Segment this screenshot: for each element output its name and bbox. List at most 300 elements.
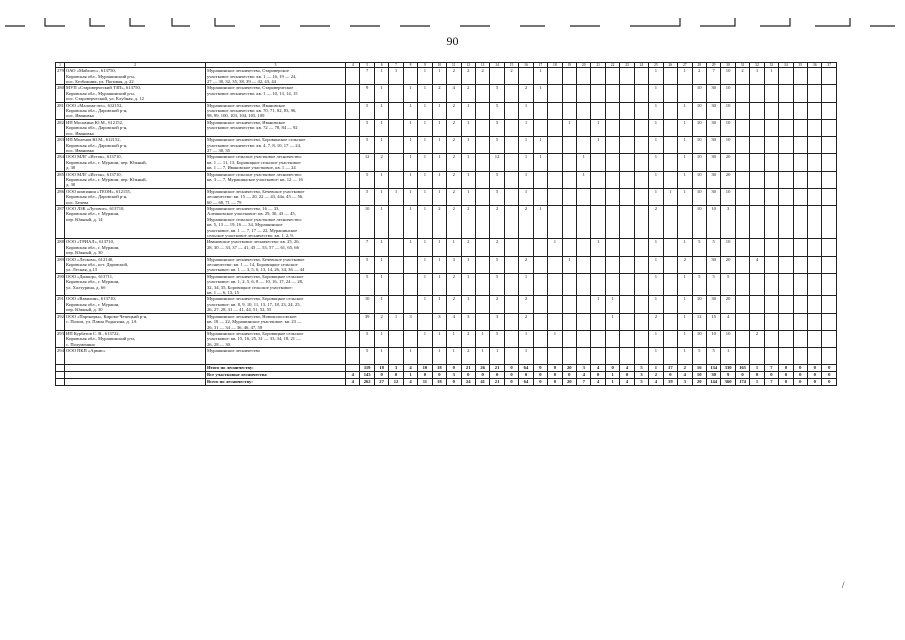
value-cell: 1: [591, 239, 605, 256]
totals-value: 0: [447, 379, 461, 386]
column-number: 35: [793, 63, 807, 68]
value-cell: [663, 256, 677, 273]
totals-value: 0: [519, 372, 533, 379]
value-cell: [548, 256, 562, 273]
totals-value: 5: [634, 365, 648, 372]
value-cell: [389, 348, 403, 365]
location-cell: [206, 330, 346, 347]
value-cell: 1: [519, 171, 533, 188]
value-cell: 5: [490, 137, 504, 154]
value-cell: [750, 85, 764, 102]
value-cell: [346, 154, 360, 171]
totals-label: Все участковые лесничества: [206, 372, 346, 379]
value-cell: [403, 330, 417, 347]
organization-line: пер. Южный, д. 30: [66, 250, 103, 256]
totals-value: 4: [678, 372, 692, 379]
value-cell: 1: [461, 273, 475, 296]
organization-cell: [65, 154, 206, 171]
column-number: 14: [490, 63, 504, 68]
value-cell: [779, 137, 793, 154]
value-cell: [735, 205, 749, 238]
value-cell: 10: [692, 188, 706, 205]
value-cell: 10: [692, 330, 706, 347]
value-cell: [620, 119, 634, 136]
value-cell: 5: [721, 273, 735, 296]
value-cell: 5: [706, 239, 720, 256]
column-number: 34: [779, 63, 793, 68]
value-cell: [389, 256, 403, 273]
value-cell: [577, 273, 591, 296]
value-cell: [750, 273, 764, 296]
value-cell: 1: [678, 330, 692, 347]
value-cell: [793, 256, 807, 273]
value-cell: [389, 239, 403, 256]
value-cell: [808, 171, 822, 188]
row-number: 284: [56, 154, 65, 171]
value-cell: [475, 119, 489, 136]
value-cell: [577, 239, 591, 256]
location-line: Мурашинское сельское участковое лесничество:: [207, 154, 303, 160]
value-cell: 5: [360, 137, 374, 154]
organization-line: пер. Южный, д. 30: [66, 307, 103, 313]
value-cell: [562, 102, 576, 119]
organization-line: Кировская обл., г. Мураши,: [66, 211, 120, 217]
value-cell: [504, 154, 518, 171]
value-cell: [591, 85, 605, 102]
location-cell: [206, 273, 346, 296]
value-cell: [504, 205, 518, 238]
totals-value: 4: [346, 379, 360, 386]
value-cell: [548, 188, 562, 205]
value-cell: 2: [447, 137, 461, 154]
totals-value: 11: [418, 379, 432, 386]
totals-value: 0: [533, 372, 547, 379]
value-cell: 1: [649, 348, 663, 365]
table-row: [56, 256, 837, 273]
location-cell: [206, 68, 346, 85]
value-cell: 20: [721, 296, 735, 313]
value-cell: [808, 330, 822, 347]
totals-value: 18: [432, 379, 446, 386]
value-cell: 1: [678, 239, 692, 256]
totals-value: 0: [533, 365, 547, 372]
value-cell: 7: [360, 68, 374, 85]
location-line: 26, 27, 28, 31 — 41, 44, 51, 52, 55: [207, 307, 272, 313]
value-cell: [504, 239, 518, 256]
location-line: 98, 99, 100, 103, 104, 105, 109: [207, 113, 265, 119]
value-cell: 1: [678, 348, 692, 365]
value-cell: [634, 188, 648, 205]
totals-value: 0: [490, 372, 504, 379]
value-cell: [504, 188, 518, 205]
value-cell: [793, 273, 807, 296]
value-cell: 2: [432, 205, 446, 238]
totals-value: 18: [374, 365, 388, 372]
value-cell: [548, 171, 562, 188]
value-cell: 1: [678, 68, 692, 85]
organization-line: пос. Ивановка: [66, 130, 94, 136]
value-cell: 3: [490, 313, 504, 330]
value-cell: 3: [403, 313, 417, 330]
row-number: 281: [56, 102, 65, 119]
value-cell: 2: [735, 68, 749, 85]
location-line: сельское участковое лесничество: кв. 1, 2, 9.: [207, 233, 294, 239]
totals-value: 0: [533, 379, 547, 386]
column-number: 13: [475, 63, 489, 68]
value-cell: 1: [750, 68, 764, 85]
value-cell: 1: [403, 348, 417, 365]
value-cell: [475, 102, 489, 119]
totals-value: 21: [490, 379, 504, 386]
value-cell: [764, 313, 778, 330]
organization-line: ООО «Малома-лес», 612152,: [66, 102, 123, 108]
organization-line: [66, 325, 204, 330]
organization-cell: [65, 313, 206, 330]
value-cell: [735, 239, 749, 256]
organization-line: пер. Южный, д. 14: [66, 216, 103, 222]
value-cell: 5: [490, 188, 504, 205]
value-cell: [533, 119, 547, 136]
value-cell: 9: [360, 85, 374, 102]
value-cell: [750, 188, 764, 205]
value-cell: [533, 330, 547, 347]
totals-value: 41: [475, 379, 489, 386]
value-cell: [793, 119, 807, 136]
value-cell: [620, 85, 634, 102]
totals-value: 0: [548, 379, 562, 386]
column-number: 37: [822, 63, 837, 68]
value-cell: 1: [374, 102, 388, 119]
value-cell: [779, 154, 793, 171]
totals-value: 3: [634, 372, 648, 379]
value-cell: 3: [721, 205, 735, 238]
value-cell: [779, 273, 793, 296]
row-number: 291: [56, 296, 65, 313]
value-cell: 1: [418, 256, 432, 273]
totals-value: 5: [634, 379, 648, 386]
value-cell: [548, 119, 562, 136]
value-cell: [620, 137, 634, 154]
value-cell: [620, 205, 634, 238]
value-cell: 1: [461, 296, 475, 313]
value-cell: [591, 330, 605, 347]
value-cell: [808, 205, 822, 238]
value-cell: [605, 102, 619, 119]
value-cell: 1: [418, 239, 432, 256]
value-cell: [577, 68, 591, 85]
column-number: 3: [206, 63, 346, 68]
value-cell: 5: [360, 188, 374, 205]
value-cell: [562, 137, 576, 154]
value-cell: [750, 313, 764, 330]
value-cell: [663, 137, 677, 154]
value-cell: 1: [605, 313, 619, 330]
location-line: Мурашинское сельское участковое лесничество:: [207, 171, 303, 177]
value-cell: 1: [461, 188, 475, 205]
value-cell: [490, 68, 504, 85]
value-cell: [663, 330, 677, 347]
value-cell: [504, 330, 518, 347]
value-cell: [793, 85, 807, 102]
location-line: Ивановское участковое лесничество: кв. 25, 26,: [207, 239, 300, 245]
value-cell: 2: [649, 313, 663, 330]
totals-value: 4: [620, 379, 634, 386]
totals-blank: [65, 365, 206, 372]
column-number: 7: [389, 63, 403, 68]
value-cell: [346, 296, 360, 313]
value-cell: 1: [663, 188, 677, 205]
totals-value: 4: [346, 372, 360, 379]
value-cell: [389, 330, 403, 347]
organization-cell: [65, 239, 206, 256]
value-cell: 1: [432, 102, 446, 119]
value-cell: [577, 102, 591, 119]
value-cell: 1: [374, 273, 388, 296]
column-number: 23: [620, 63, 634, 68]
table-row: [56, 68, 837, 85]
value-cell: [562, 205, 576, 238]
value-cell: 39: [360, 313, 374, 330]
value-cell: [779, 256, 793, 273]
row-number: 286: [56, 188, 65, 205]
organization-line: МУП «Староверческий ТЗП», 613750,: [66, 85, 141, 91]
value-cell: 5: [692, 239, 706, 256]
value-cell: 1: [577, 171, 591, 188]
value-cell: 2: [432, 85, 446, 102]
column-number: 4: [346, 63, 360, 68]
value-cell: 4: [447, 313, 461, 330]
value-cell: 10: [692, 171, 706, 188]
value-cell: [346, 348, 360, 365]
totals-value: 7: [764, 365, 778, 372]
organization-line: Кировская обл., Мурашинский р-н,: [66, 336, 135, 342]
value-cell: [389, 171, 403, 188]
value-cell: [346, 102, 360, 119]
totals-value: 2: [649, 372, 663, 379]
totals-value: 3: [577, 365, 591, 372]
value-cell: [764, 348, 778, 365]
totals-value: 4: [403, 379, 417, 386]
value-cell: 1: [591, 119, 605, 136]
column-number: 8: [403, 63, 417, 68]
totals-value: 7: [764, 379, 778, 386]
column-number: 27: [678, 63, 692, 68]
organization-line: пос. Ивановка: [66, 113, 94, 119]
value-cell: 3: [461, 313, 475, 330]
location-line: участковое лесничество: кв. 1 — 10, 13, 14, 15: [207, 90, 298, 96]
value-cell: 2: [475, 68, 489, 85]
value-cell: [605, 256, 619, 273]
location-line: 26, 31 — 34 — 36, 46, 47, 58: [207, 324, 263, 330]
value-cell: 1: [403, 154, 417, 171]
value-cell: 1: [649, 68, 663, 85]
totals-value: 1: [605, 372, 619, 379]
value-cell: [418, 313, 432, 330]
value-cell: [605, 171, 619, 188]
value-cell: [562, 296, 576, 313]
table-row: [56, 85, 837, 102]
value-cell: [822, 256, 837, 273]
table-row: [56, 273, 837, 296]
value-cell: 5: [360, 348, 374, 365]
value-cell: [620, 188, 634, 205]
value-cell: [620, 313, 634, 330]
organization-line: д. 30: [66, 165, 76, 171]
value-cell: [735, 256, 749, 273]
value-cell: [533, 313, 547, 330]
location-cell: [206, 171, 346, 188]
value-cell: [634, 154, 648, 171]
totals-value: [346, 365, 360, 372]
value-cell: 1: [418, 273, 432, 296]
totals-value: 3: [389, 365, 403, 372]
value-cell: 10: [706, 330, 720, 347]
value-cell: [533, 239, 547, 256]
value-cell: [822, 273, 837, 296]
value-cell: 1: [418, 296, 432, 313]
value-cell: 20: [721, 256, 735, 273]
organization-line: пос. Староверческий, ул. Клубная, д. 12: [66, 96, 144, 102]
value-cell: [750, 239, 764, 256]
location-cell: [206, 119, 346, 136]
value-cell: 5: [706, 348, 720, 365]
value-cell: 2: [447, 154, 461, 171]
value-cell: [533, 188, 547, 205]
value-cell: [634, 256, 648, 273]
value-cell: 1: [374, 85, 388, 102]
value-cell: [591, 68, 605, 85]
organization-line: [66, 359, 204, 364]
value-cell: [808, 256, 822, 273]
organization-line: ул. Халтурина, д. 6б: [66, 284, 106, 290]
organization-line: Кировская обл., Даровской р-н,: [66, 108, 128, 114]
value-cell: 1: [432, 119, 446, 136]
totals-value: 0: [779, 379, 793, 386]
row-number: 289: [56, 256, 65, 273]
row-number: 287: [56, 205, 65, 238]
value-cell: 1: [432, 137, 446, 154]
value-cell: [735, 119, 749, 136]
value-cell: [793, 205, 807, 238]
value-cell: [779, 330, 793, 347]
value-cell: [735, 313, 749, 330]
organization-line: ООО компания «ТЕОН», 612155,: [66, 188, 131, 194]
value-cell: 1: [432, 273, 446, 296]
value-cell: 2: [461, 330, 475, 347]
value-cell: 1: [475, 348, 489, 365]
value-cell: [591, 313, 605, 330]
value-cell: [808, 296, 822, 313]
value-cell: [548, 68, 562, 85]
totals-value: 0: [475, 372, 489, 379]
totals-value: 0: [822, 372, 837, 379]
value-cell: 20: [721, 154, 735, 171]
organization-cell: [65, 330, 206, 347]
value-cell: 2: [461, 85, 475, 102]
totals-value: 0: [374, 372, 388, 379]
value-cell: [620, 256, 634, 273]
value-cell: 1: [649, 137, 663, 154]
value-cell: [475, 171, 489, 188]
value-cell: [346, 188, 360, 205]
value-cell: [605, 137, 619, 154]
value-cell: [764, 205, 778, 238]
value-cell: [620, 296, 634, 313]
value-cell: [577, 348, 591, 365]
value-cell: 2: [447, 296, 461, 313]
value-cell: [822, 171, 837, 188]
value-cell: [663, 296, 677, 313]
value-cell: 5: [360, 171, 374, 188]
totals-value: 7: [577, 379, 591, 386]
row-number: 280: [56, 85, 65, 102]
value-cell: [822, 102, 837, 119]
value-cell: [634, 348, 648, 365]
organization-cell: [65, 171, 206, 188]
value-cell: [504, 137, 518, 154]
totals-value: 12: [389, 379, 403, 386]
value-cell: 1: [649, 85, 663, 102]
value-cell: 1: [678, 102, 692, 119]
value-cell: [663, 313, 677, 330]
value-cell: [548, 85, 562, 102]
totals-value: 3: [447, 372, 461, 379]
value-cell: 1: [447, 330, 461, 347]
value-cell: 1: [533, 68, 547, 85]
value-cell: [735, 171, 749, 188]
value-cell: [389, 154, 403, 171]
value-cell: [808, 119, 822, 136]
totals-blank: [56, 379, 65, 386]
column-number: 21: [591, 63, 605, 68]
value-cell: [475, 239, 489, 256]
totals-value: 17: [663, 365, 677, 372]
value-cell: [663, 205, 677, 238]
value-cell: [475, 154, 489, 171]
totals-value: 64: [519, 379, 533, 386]
value-cell: [591, 348, 605, 365]
value-cell: [346, 137, 360, 154]
location-line: Мурашинское лесничество, Боровицкое сельское: [207, 273, 304, 279]
value-cell: 2: [447, 119, 461, 136]
value-cell: 30: [706, 85, 720, 102]
organization-line: ИП Моленов Ю.М., 612152,: [66, 137, 121, 143]
totals-value: 10: [692, 372, 706, 379]
organization-line: ООО «Леском», 612140,: [66, 256, 114, 262]
column-number: 5: [360, 63, 374, 68]
location-line: кв. 1 — 7, Ивановское участковое, кв. 1 — 24: [207, 165, 296, 171]
value-cell: 5: [490, 119, 504, 136]
totals-value: 0: [432, 372, 446, 379]
value-cell: 2: [519, 85, 533, 102]
value-cell: [779, 313, 793, 330]
value-cell: 12: [360, 154, 374, 171]
value-cell: 1: [432, 256, 446, 273]
value-cell: [504, 256, 518, 273]
value-cell: [562, 85, 576, 102]
value-cell: 1: [649, 330, 663, 347]
table-row: [56, 296, 837, 313]
value-cell: [403, 256, 417, 273]
column-number: 26: [663, 63, 677, 68]
value-cell: 2: [504, 68, 518, 85]
column-number: 18: [548, 63, 562, 68]
value-cell: [793, 313, 807, 330]
value-cell: 5: [490, 330, 504, 347]
value-cell: [591, 188, 605, 205]
value-cell: [605, 205, 619, 238]
location-line: 60 — 68, 71 — 79: [207, 199, 242, 205]
